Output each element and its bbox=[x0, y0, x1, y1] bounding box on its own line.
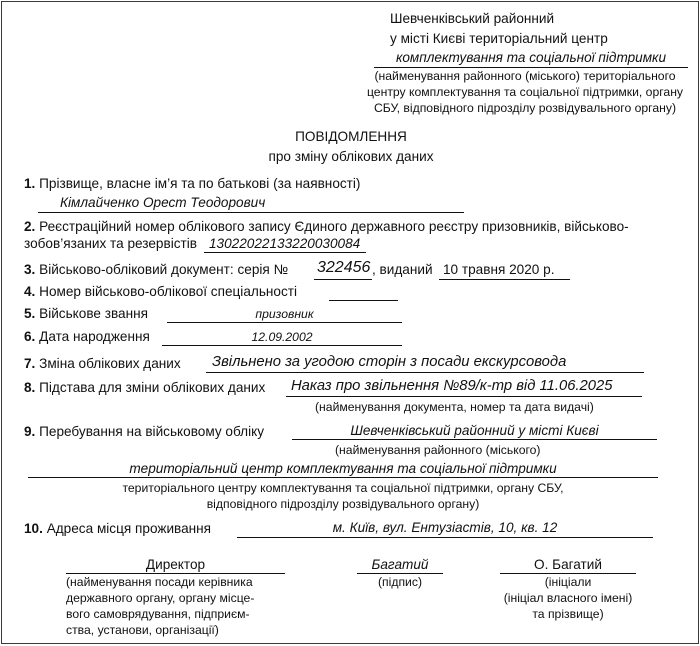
item-2-text-line1: Реєстраційний номер облікового запису Єдиного державного реєстру призовників, військово- bbox=[39, 219, 629, 234]
item-1-label bbox=[24, 176, 360, 191]
signature-name: О. Багатий bbox=[534, 557, 602, 572]
item-4-text: Номер військово-облікової спеціальності bbox=[39, 284, 298, 299]
item-5-label bbox=[24, 306, 148, 321]
item-8-caption: (найменування документа, номер та дата видачі) bbox=[315, 400, 594, 414]
item-9-value: Шевченківський районний у місті Києві bbox=[350, 423, 599, 438]
item-9-caption: (найменування районного (міського) bbox=[335, 443, 541, 457]
item-7-label bbox=[24, 356, 181, 371]
form-subtitle: про зміну облікових даних bbox=[268, 149, 434, 164]
signature-position-underline bbox=[66, 573, 285, 574]
item-4-label bbox=[24, 284, 297, 299]
item-9-text: Перебування на військовому обліку bbox=[39, 424, 264, 439]
notification-form bbox=[1, 1, 699, 644]
signature-position-caption-1: (найменування посади керівника bbox=[66, 575, 253, 589]
item-9-value2: територіальний центр комплектування та соціальної підтримки bbox=[129, 461, 557, 476]
item-2-label bbox=[24, 219, 629, 234]
item-6-number: 6. bbox=[24, 329, 36, 344]
addressee-caption1: (найменування районного (міського) територіального bbox=[374, 69, 676, 83]
item-5-number: 5. bbox=[24, 306, 36, 321]
item-8-text: Підстава для зміни облікових даних bbox=[39, 380, 266, 395]
item-9-underline2 bbox=[28, 477, 658, 478]
item-2-value: 13022022133220030084 bbox=[209, 236, 361, 251]
item-7-number: 7. bbox=[24, 356, 36, 371]
addressee-underline bbox=[374, 67, 688, 68]
item-8-underline bbox=[286, 396, 642, 397]
signature-position-caption-4: ства, установи, організації) bbox=[66, 623, 219, 637]
item-3-date-underline bbox=[439, 279, 570, 280]
item-4-underline bbox=[329, 300, 398, 301]
item-1-number: 1. bbox=[24, 176, 36, 191]
item-1-underline bbox=[38, 212, 464, 213]
item-9-number: 9. bbox=[24, 424, 36, 439]
item-8-label bbox=[24, 380, 265, 395]
item-9-underline bbox=[292, 439, 657, 440]
signature-name-caption-1: (ініціали bbox=[544, 575, 592, 589]
signature-position-caption-2: державного органу, органу місце- bbox=[66, 591, 255, 605]
item-6-underline bbox=[162, 345, 402, 346]
item-2-text-line2: зобов’язаних та резервістів bbox=[24, 236, 197, 251]
item-3-series-underline bbox=[314, 279, 372, 280]
item-7-text: Зміна облікових даних bbox=[39, 356, 181, 371]
signature-sign: Багатий bbox=[371, 557, 429, 572]
form-title: ПОВІДОМЛЕННЯ bbox=[295, 129, 407, 144]
item-5-value: призовник bbox=[255, 307, 314, 321]
item-7-underline bbox=[206, 372, 644, 373]
signature-name-caption-2: (ініціал власного імені) bbox=[503, 591, 633, 605]
item-3-text2: , виданий bbox=[372, 262, 433, 277]
item-6-label bbox=[24, 329, 150, 344]
item-5-text: Військове звання bbox=[39, 306, 148, 321]
item-6-text: Дата народження bbox=[39, 329, 150, 344]
item-5-underline bbox=[167, 322, 402, 323]
signature-position-caption-3: вого самоврядування, підприєм- bbox=[66, 607, 250, 621]
item-10-number: 10. bbox=[24, 521, 43, 536]
item-8-number: 8. bbox=[24, 380, 36, 395]
signature-position: Директор bbox=[145, 557, 206, 572]
item-3-date-value: 10 травня 2020 р. bbox=[443, 262, 555, 277]
signature-name-caption-3: та прізвище) bbox=[532, 607, 604, 621]
item-3-number: 3. bbox=[24, 262, 36, 277]
addressee-caption3: СБУ, відповідного підрозділу розвідувального органу) bbox=[373, 101, 676, 115]
item-2-number: 2. bbox=[24, 219, 36, 234]
item-8-value: Наказ про звільнення №89/к-тр від 11.06.2025 bbox=[291, 378, 613, 394]
signature-name-underline bbox=[500, 573, 636, 574]
item-3-text: Військово-обліковий документ: серія № bbox=[39, 262, 289, 277]
item-10-label bbox=[24, 521, 211, 536]
signature-sign-caption: (підпис) bbox=[377, 575, 423, 589]
item-4-number: 4. bbox=[24, 284, 36, 299]
item-9-label bbox=[24, 424, 264, 439]
addressee-line2: у місті Києві територіальний центр bbox=[390, 31, 608, 46]
item-9-caption3: відповідного підрозділу розвідувального органу) bbox=[206, 497, 480, 511]
item-7-value: Звільнено за угодою сторін з посади екскурсовода bbox=[212, 354, 567, 370]
item-10-underline bbox=[237, 537, 653, 538]
item-10-value: м. Київ, вул. Ентузіастів, 10, кв. 12 bbox=[332, 520, 558, 535]
addressee-line3: комплектування та соціальної підтримки bbox=[395, 50, 667, 65]
addressee-line1: Шевченківський районний bbox=[390, 11, 555, 26]
item-1-value: Кімлайченко Орест Теодорович bbox=[60, 195, 266, 210]
item-6-value: 12.09.2002 bbox=[251, 330, 313, 344]
item-10-text: Адреса місця проживання bbox=[46, 521, 212, 536]
item-9-caption2: територіального центру комплектування та соціальної підтримки, органу СБУ, bbox=[122, 481, 564, 495]
item-3-series-value: 322456 bbox=[317, 259, 371, 276]
item-2-underline bbox=[204, 252, 366, 253]
signature-sign-underline bbox=[357, 573, 443, 574]
addressee-caption2: центру комплектування та соціальної підтримки, органу bbox=[366, 85, 684, 99]
item-1-text: Прізвище, власне ім’я та по батькові (за наявності) bbox=[39, 176, 361, 191]
item-3-label bbox=[24, 262, 288, 277]
